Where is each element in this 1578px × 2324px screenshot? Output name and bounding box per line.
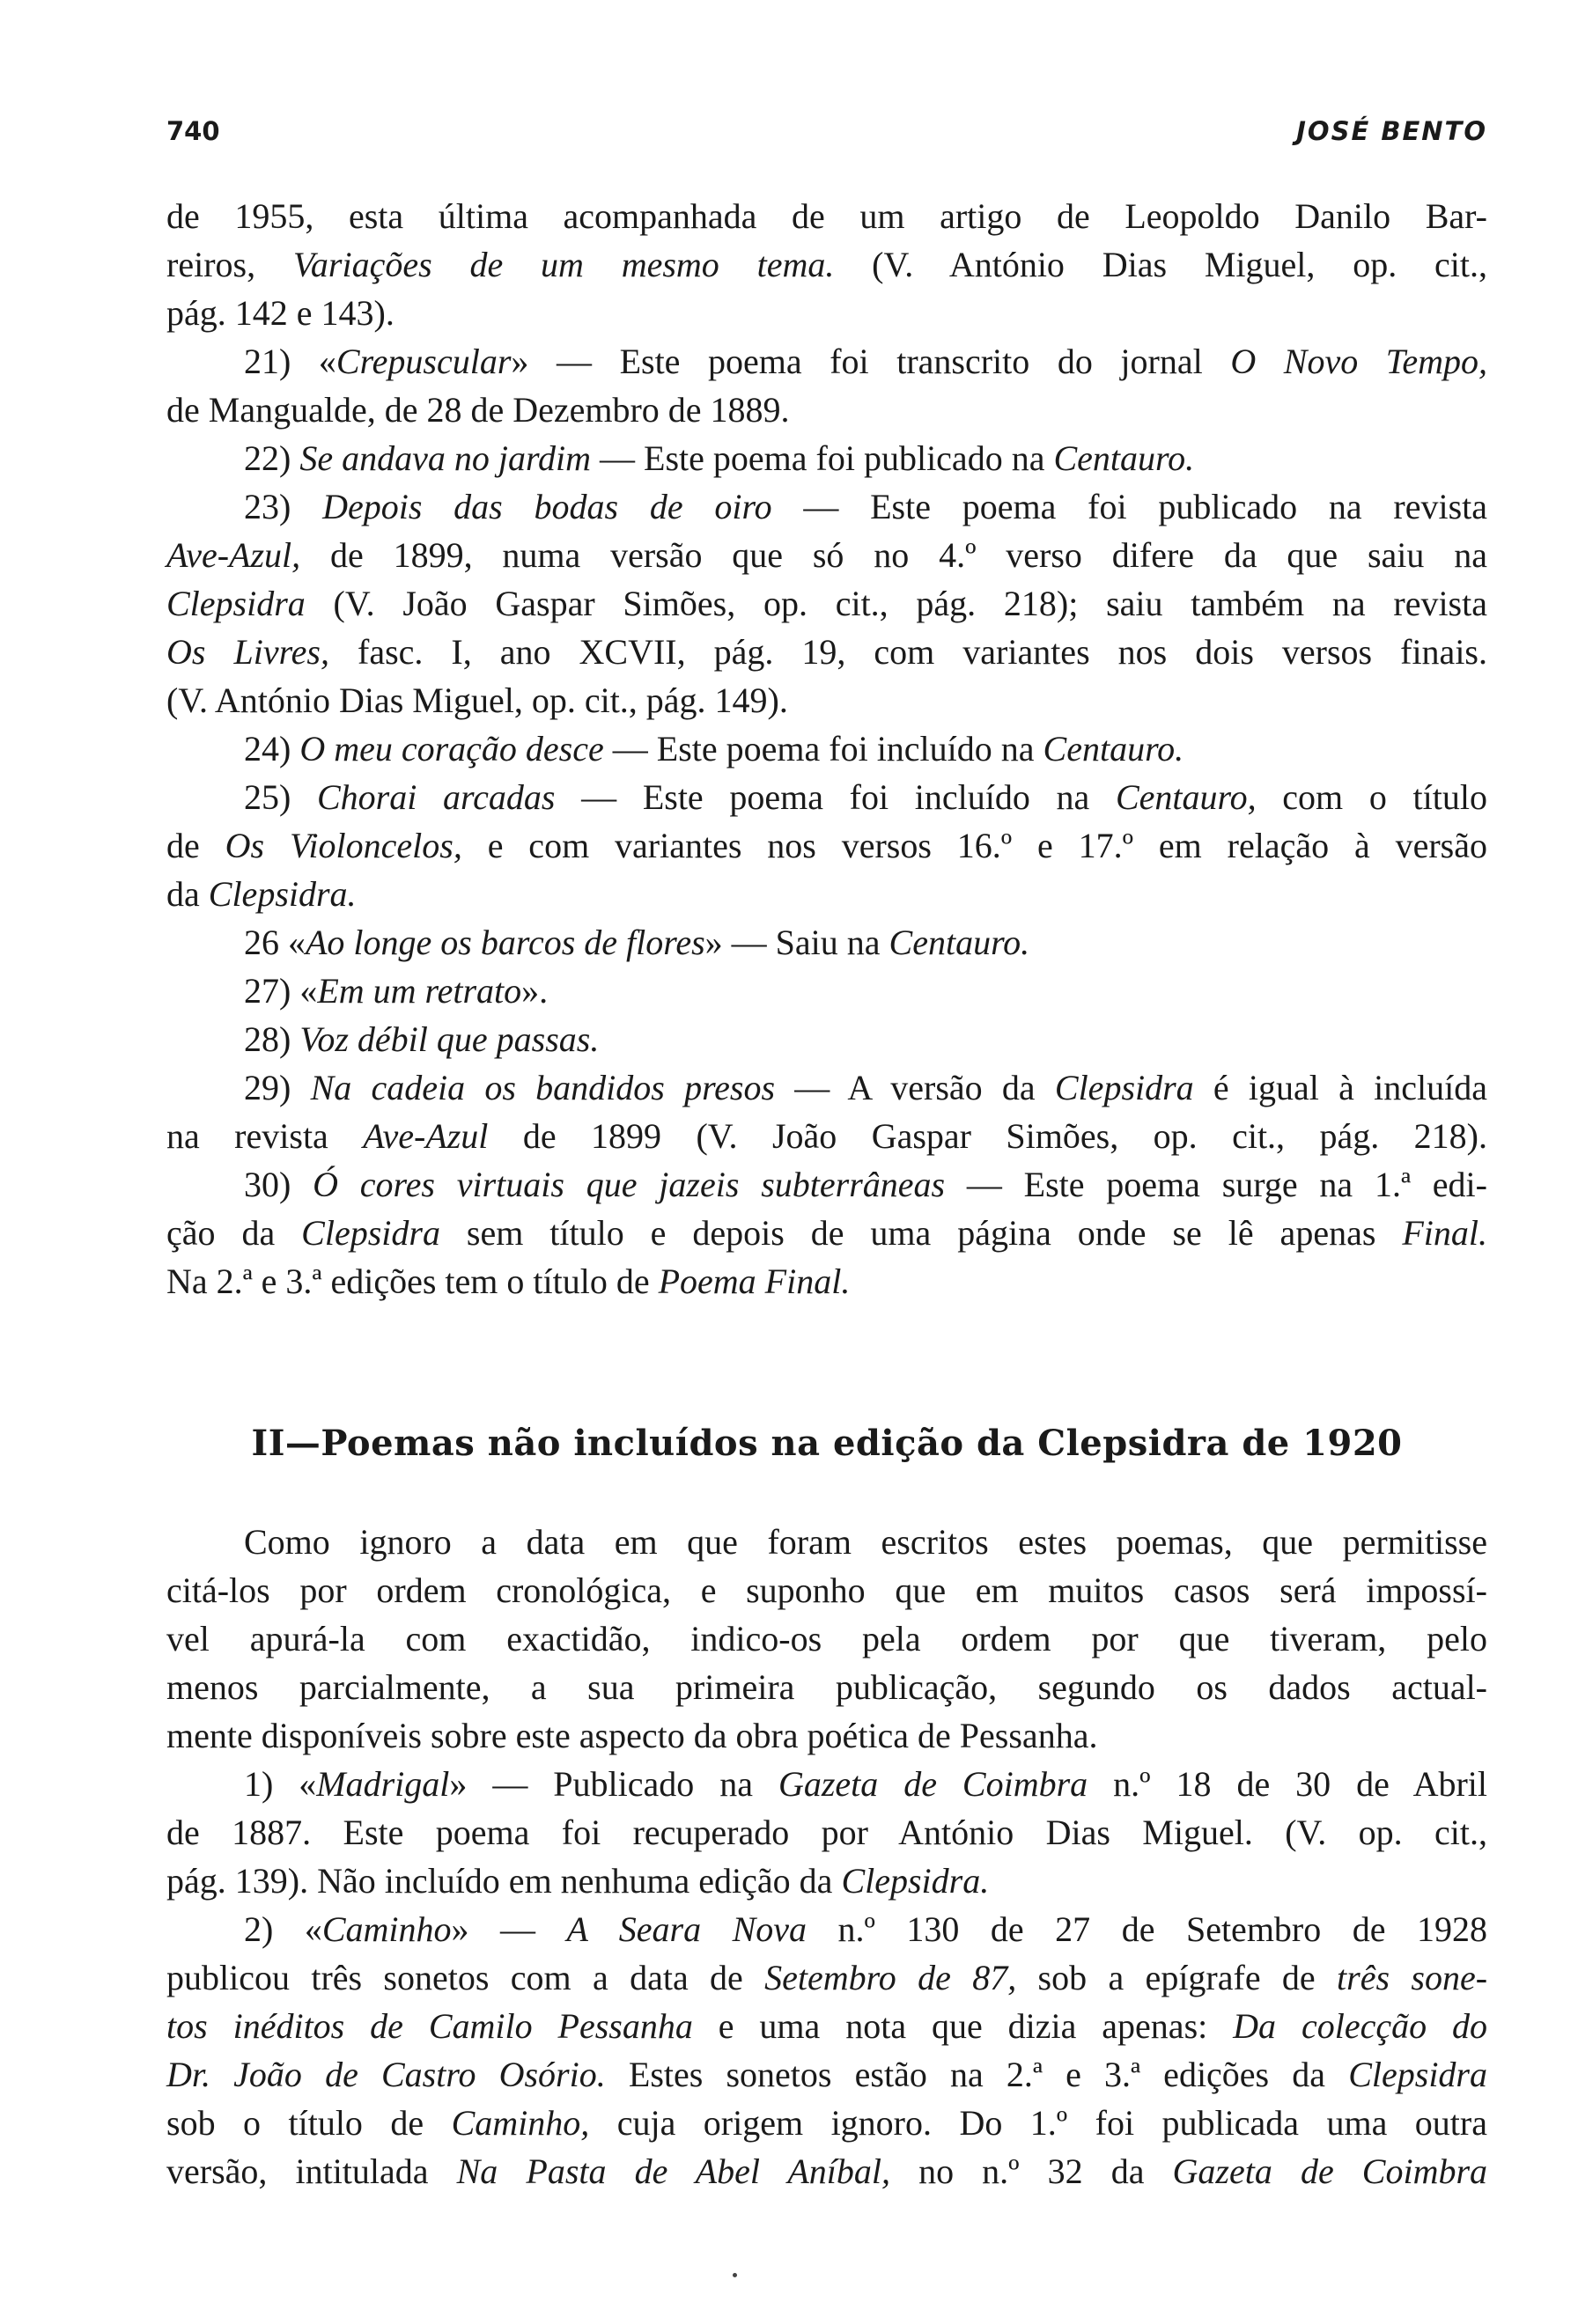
text-run: fasc. I, ano XCVII, pág. 19, com variantes nos dois versos finais. [328,632,1487,672]
notes-block [166,192,1487,1305]
text-run: — Este poema foi incluído na [555,777,1116,817]
paragraph-line [166,2002,1487,2050]
note-line [166,724,1487,773]
page-header [166,116,1487,160]
text-run: pág. 139). Não incluído em nenhuma edição da [166,1861,842,1901]
paragraph-line [166,2147,1487,2195]
note-line [166,821,1487,870]
note-line [166,1209,1487,1257]
text-run: 23) [244,487,323,526]
note-line [166,967,1487,1015]
italic-text: Depois das bodas de oiro [322,487,772,526]
text-run: 26 « [244,923,306,962]
text-run: 28) [244,1019,300,1059]
italic-text: Centauro. [1053,438,1195,478]
text-run: 21) « [244,342,336,381]
italic-text: Gazeta de Coimbra [778,1764,1088,1804]
page-dot [733,2273,737,2277]
paragraph-line [166,1711,1487,1760]
italic-text: Em um retrato [317,971,522,1011]
text-run: (V. António Dias Miguel, op. cit., [834,245,1487,284]
note-line [166,1063,1487,1112]
text-run: n.º 130 de 27 de Setembro de 1928 [807,1909,1488,1949]
paragraph-line [166,2050,1487,2099]
text-run: » — Publicado na [449,1764,778,1804]
text-run: de Mangualde, de 28 de Dezembro de 1889. [166,390,790,430]
text-run: (V. António Dias Miguel, op. cit., pág. 149). [166,680,788,720]
italic-text: Caminho [321,1909,452,1949]
text-run: 24) [244,729,300,769]
note-line [166,628,1487,676]
text-run: — Este poema foi incluído na [603,729,1043,769]
paragraph-line [166,2099,1487,2147]
text-run: vel apurá-la com exactidão, indico-os pela ordem por que tiveram, pelo [166,1619,1487,1658]
note-line [166,192,1487,240]
text-run: Como ignoro a data em que foram escritos estes poemas, que permitisse [244,1522,1487,1562]
running-head: JOSÉ BENTO [1296,116,1487,146]
paragraph-line [166,1953,1487,2002]
italic-text: Ó cores virtuais que jazeis subterrâneas [313,1165,946,1204]
note-line [166,1112,1487,1160]
italic-text: Caminho, [451,2103,590,2143]
note-line [166,240,1487,289]
italic-text: Na Pasta de Abel Aníbal, [456,2151,890,2191]
text-run: ção da [166,1213,302,1253]
italic-text: Na cadeia os bandidos presos [310,1068,776,1107]
text-run: — A versão da [775,1068,1055,1107]
note-line [166,918,1487,967]
italic-text: Clepsidra. [208,874,357,914]
text-run: Estes sonetos estão na 2.ª e 3.ª edições da [605,2055,1349,2094]
note-line [166,434,1487,482]
text-run: de [166,826,225,865]
paragraph-line [166,1518,1487,1566]
note-line [166,676,1487,724]
italic-text: Centauro, [1115,777,1257,817]
paragraph-line [166,1905,1487,1953]
italic-text: Dr. João de Castro Osório. [166,2055,606,2094]
italic-text: três sone- [1337,1958,1488,1997]
text-run: (V. João Gaspar Simões, op. cit., pág. 218); saiu também na revista [305,584,1487,623]
text-run: de 1899 (V. João Gaspar Simões, op. cit., pág. 218). [488,1116,1487,1156]
note-line [166,531,1487,579]
text-run: 25) [244,777,317,817]
italic-text: tos inéditos de Camilo Pessanha [166,2006,693,2046]
italic-text: Gazeta de Coimbra [1172,2151,1488,2191]
italic-text: A Seara Nova [566,1909,807,1949]
italic-text: Poema Final. [658,1261,851,1301]
paragraph-line [166,1614,1487,1663]
text-run: — Este poema surge na 1.ª edi- [945,1165,1487,1204]
note-line [166,1257,1487,1305]
note-line [166,386,1487,434]
note-line [166,337,1487,386]
text-run: publicou três sonetos com a data de [166,1958,765,1997]
text-run: de 1887. Este poema foi recuperado por António Dias Miguel. (V. op. cit., [166,1813,1487,1852]
italic-text: Os Violoncelos, [225,826,462,865]
text-run: versão, intitulada [166,2151,457,2191]
note-line [166,289,1487,337]
paragraph-line [166,1808,1487,1857]
text-run: » — Saiu na [704,923,889,962]
text-run: menos parcialmente, a sua primeira publicação, segundo os dados actual- [166,1667,1487,1707]
italic-text: Voz débil que passas. [299,1019,600,1059]
note-line [166,1015,1487,1063]
text-run: 27) « [244,971,318,1011]
italic-text: Chorai arcadas [317,777,556,817]
text-run: na revista [166,1116,364,1156]
italic-text: Da colecção do [1233,2006,1487,2046]
italic-text: O Novo Tempo, [1230,342,1487,381]
text-run: — Este poema foi publicado na revista [771,487,1487,526]
section-heading: II—Poemas não incluídos na edição da Clepsidra de 1920 [251,1423,1403,1464]
italic-text: Clepsidra. [841,1861,990,1901]
italic-text: Setembro de 87, [764,1958,1017,1997]
section-body [166,1518,1487,2195]
text-run: pág. 142 e 143). [166,293,394,333]
text-run: é igual à incluída [1193,1068,1487,1107]
text-run: de 1899, numa versão que só no 4.º verso difere da que saiu na [300,535,1487,575]
italic-text: Ao longe os barcos de flores [306,923,705,962]
paragraph-line [166,1663,1487,1711]
note-line [166,773,1487,821]
text-run: 29) [244,1068,311,1107]
text-run: sob o título de [166,2103,452,2143]
text-run: e com variantes nos versos 16.º e 17.º em relação à versão [461,826,1487,865]
text-run: cuja origem ignoro. Do 1.º foi publicada uma outra [589,2103,1487,2143]
italic-text: Variações de um mesmo tema. [292,245,835,284]
text-run: Na 2.ª e 3.ª edições tem o título de [166,1261,659,1301]
text-run: citá-los por ordem cronológica, e suponho que em muitos casos será impossí- [166,1570,1487,1610]
text-run: » — Este poema foi transcrito do jornal [511,342,1231,381]
text-run: com o título [1256,777,1487,817]
text-run: n.º 18 de 30 de Abril [1088,1764,1488,1804]
text-run: 2) « [244,1909,322,1949]
italic-text: O meu coração desce [299,729,604,769]
italic-text: Clepsidra [1348,2055,1487,2094]
paragraph-line [166,1566,1487,1614]
text-run: da [166,874,209,914]
text-run: reiros, [166,245,293,284]
note-line [166,1160,1487,1209]
paragraph-line [166,1760,1487,1808]
text-run: 1) « [244,1764,317,1804]
text-run: de 1955, esta última acompanhada de um artigo de Leopoldo Danilo Bar- [166,196,1487,236]
note-line [166,579,1487,628]
page-number: 740 [166,116,220,146]
note-line [166,870,1487,918]
text-run: sob a epígrafe de [1016,1958,1338,1997]
note-line [166,482,1487,531]
text-run: 22) [244,438,300,478]
text-run: no n.º 32 da [890,2151,1173,2191]
italic-text: Clepsidra [1054,1068,1194,1107]
italic-text: Final. [1402,1213,1488,1253]
text-run: 30) [244,1165,313,1204]
italic-text: Ave-Azul, [166,535,301,575]
paragraph-line [166,1857,1487,1905]
italic-text: Clepsidra [301,1213,440,1253]
italic-text: Se andava no jardim [299,438,592,478]
text-run: mente disponíveis sobre este aspecto da obra poética de Pessanha. [166,1716,1098,1755]
text-run: — Este poema foi publicado na [591,438,1054,478]
italic-text: Centauro. [889,923,1030,962]
text-run: ». [521,971,549,1011]
italic-text: Crepuscular [336,342,512,381]
italic-text: Centauro. [1043,729,1184,769]
italic-text: Os Livres, [166,632,329,672]
text-run: » — [451,1909,567,1949]
italic-text: Madrigal [316,1764,450,1804]
italic-text: Ave-Azul [363,1116,489,1156]
text-run: sem título e depois de uma página onde se lê apenas [439,1213,1403,1253]
italic-text: Clepsidra [166,584,306,623]
text-run: e uma nota que dizia apenas: [692,2006,1234,2046]
